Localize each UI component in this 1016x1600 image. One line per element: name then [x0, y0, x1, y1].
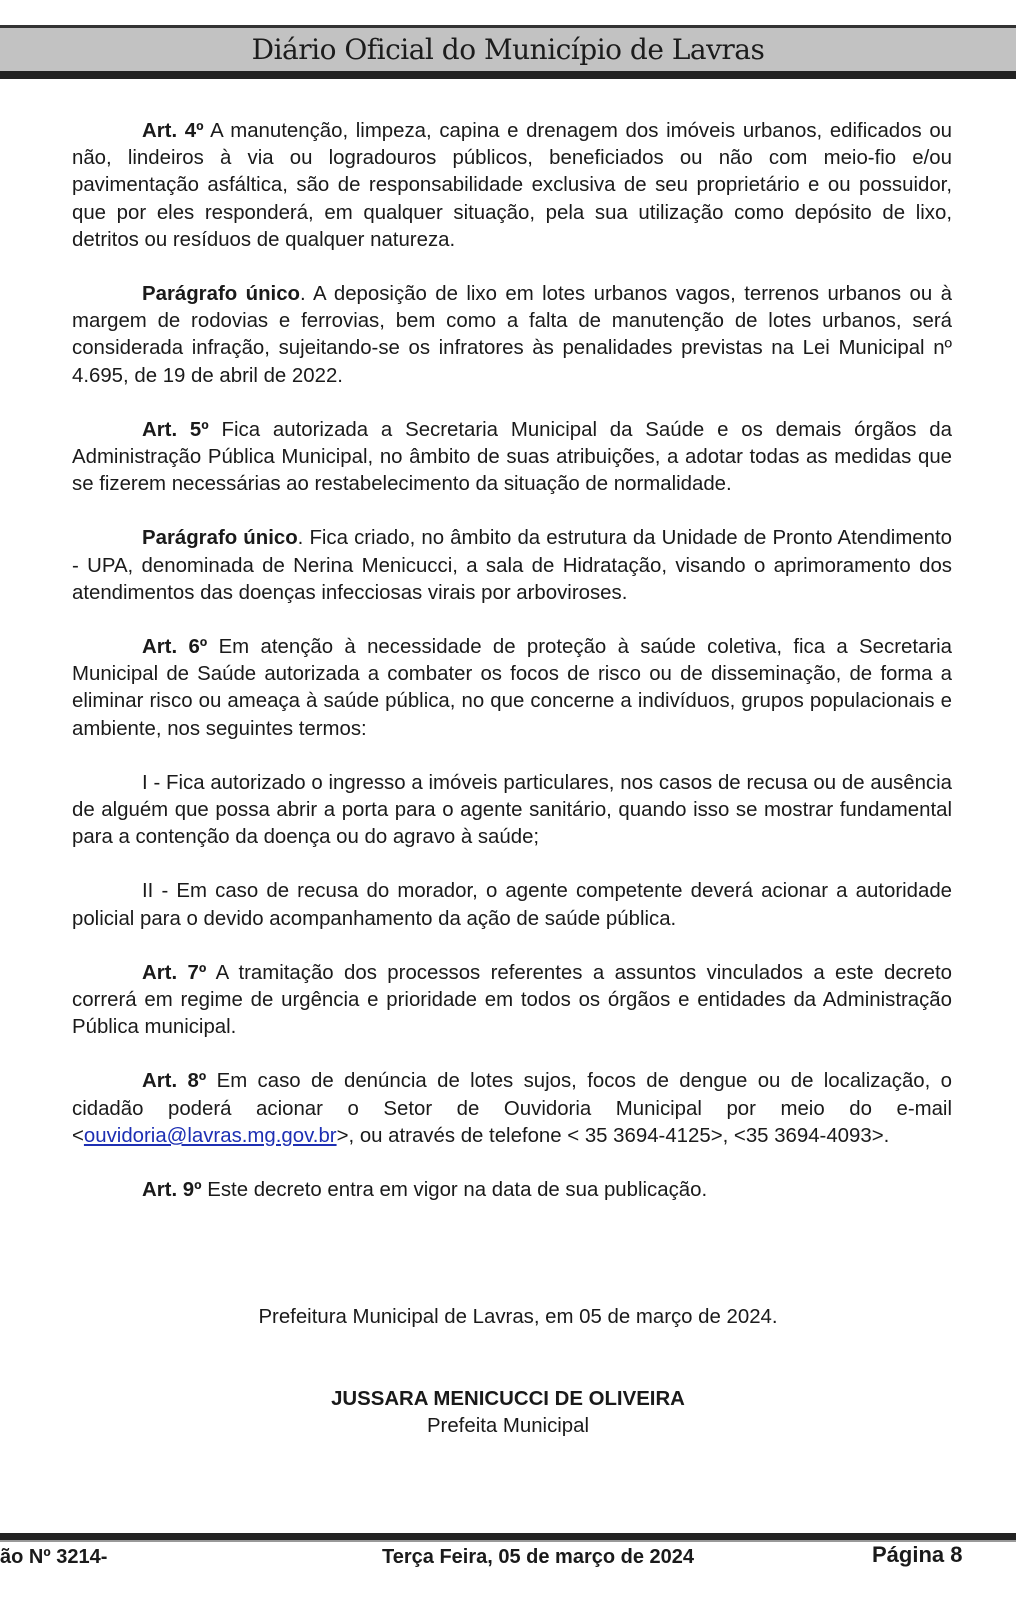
article-9-label: Art. 9º	[142, 1179, 202, 1202]
document-body	[72, 118, 952, 1204]
article-7	[72, 960, 952, 1042]
article-8-text-before: Em caso de denúncia de lotes sujos, focos de dengue ou de localização, o cidadão poderá acionar o Setor de Ouvidoria Municipal por meio do e-mail <	[72, 1070, 953, 1147]
article-9-text: Este decreto entra em vigor na data de sua publicação.	[201, 1179, 708, 1202]
article-5	[72, 417, 952, 499]
place-date: Prefeitura Municipal de Lavras, em 05 de março de 2024.	[258, 1306, 778, 1328]
article-4-paragraph-text: . A deposição de lixo em lotes urbanos vagos, terrenos urbanos ou à margem de rodovias e ferrovias, bem como a falta de manutenção de lotes urbanos, será considerada infração, sujeitando-se os infratores às penalidades previstas na Lei Municipal nº 4.695, de 19 de abril de 2022.	[72, 283, 952, 387]
article-5-label: Art. 5º	[142, 418, 209, 441]
article-8	[72, 1068, 952, 1150]
article-6-item-i: I - Fica autorizado o ingresso a imóveis particulares, nos casos de recusa ou de ausência de alguém que possa abrir a porta para o agente sanitário, quando isso se mostrar fundamental para a contenção da doença ou do agravo à saúde;	[72, 771, 952, 849]
article-5-text: Fica autorizada a Secretaria Municipal da Saúde e os demais órgãos da Administração Pública Municipal, no âmbito de suas atribuições, a adotar todas as medidas que se fizerem necessárias ao restabelecimento da situação de normalidade.	[72, 418, 952, 496]
article-5-paragraph-text: . Fica criado, no âmbito da estrutura da Unidade de Pronto Atendimento - UPA, denominada de Nerina Menicucci, a sala de Hidratação, visando o aprimoramento dos atendimentos das doenças infecciosas virais por arboviroses.	[72, 527, 952, 604]
footer-page	[872, 1542, 963, 1568]
footer-edition: ão Nº 3214-	[0, 1546, 108, 1568]
signer-name: JUSSARA MENICUCCI DE OLIVEIRA	[331, 1388, 685, 1410]
article-4-text: A manutenção, limpeza, capina e drenagem dos imóveis urbanos, edificados ou não, lindeiros à via ou logradouros públicos, beneficiados ou não com meio-fio e/ou pavimentação asfáltica, são de responsabilidade exclusiva de seu proprietário e ou possuidor, que por eles responderá, em qualquer situação, pela sua utilização como depósito de lixo, detritos ou resíduos de qualquer natureza.	[72, 120, 952, 251]
article-4	[72, 118, 952, 254]
masthead-band	[0, 25, 1016, 79]
email-link[interactable]: ouvidoria@lavras.mg.gov.br	[83, 1124, 337, 1147]
footer-date: Terça Feira, 05 de março de 2024	[382, 1546, 695, 1568]
page-number: 8	[950, 1542, 963, 1567]
article-6-text: Em atenção à necessidade de proteção à saúde coletiva, fica a Secretaria Municipal de Saúde autorizada a combater os focos de risco ou de disseminação, de forma a eliminar risco ou ameaça à saúde pública, no que concerne a indivíduos, grupos populacionais e ambiente, nos seguintes termos:	[72, 636, 952, 740]
article-4-paragraph-label: Parágrafo único	[142, 283, 300, 306]
article-4-paragraph	[72, 281, 952, 390]
article-5-paragraph-label: Parágrafo único	[142, 527, 298, 550]
footer-rule	[0, 1533, 1016, 1542]
article-6	[72, 634, 952, 743]
page-label: Página	[872, 1542, 945, 1567]
article-6-label: Art. 6º	[142, 636, 208, 659]
article-4-label: Art. 4º	[142, 120, 204, 142]
article-8-label: Art. 8º	[142, 1070, 207, 1093]
signer-title: Prefeita Municipal	[426, 1415, 590, 1437]
article-6-item-ii: II - Em caso de recusa do morador, o agente competente deverá acionar a autoridade policial para o devido acompanhamento da ação de saúde pública.	[72, 880, 952, 930]
article-8-text-after: >, ou através de telefone < 35 3694-4125>, <35 3694-4093>.	[336, 1124, 890, 1147]
article-9	[72, 1177, 952, 1204]
masthead-title: Diário Oficial do Município de Lavras	[251, 33, 765, 66]
article-7-text: A tramitação dos processos referentes a assuntos vinculados a este decreto correrá em regime de urgência e prioridade em todos os órgãos e entidades da Administração Pública municipal.	[72, 961, 953, 1039]
article-5-paragraph	[72, 525, 952, 607]
article-7-label: Art. 7º	[142, 961, 207, 984]
